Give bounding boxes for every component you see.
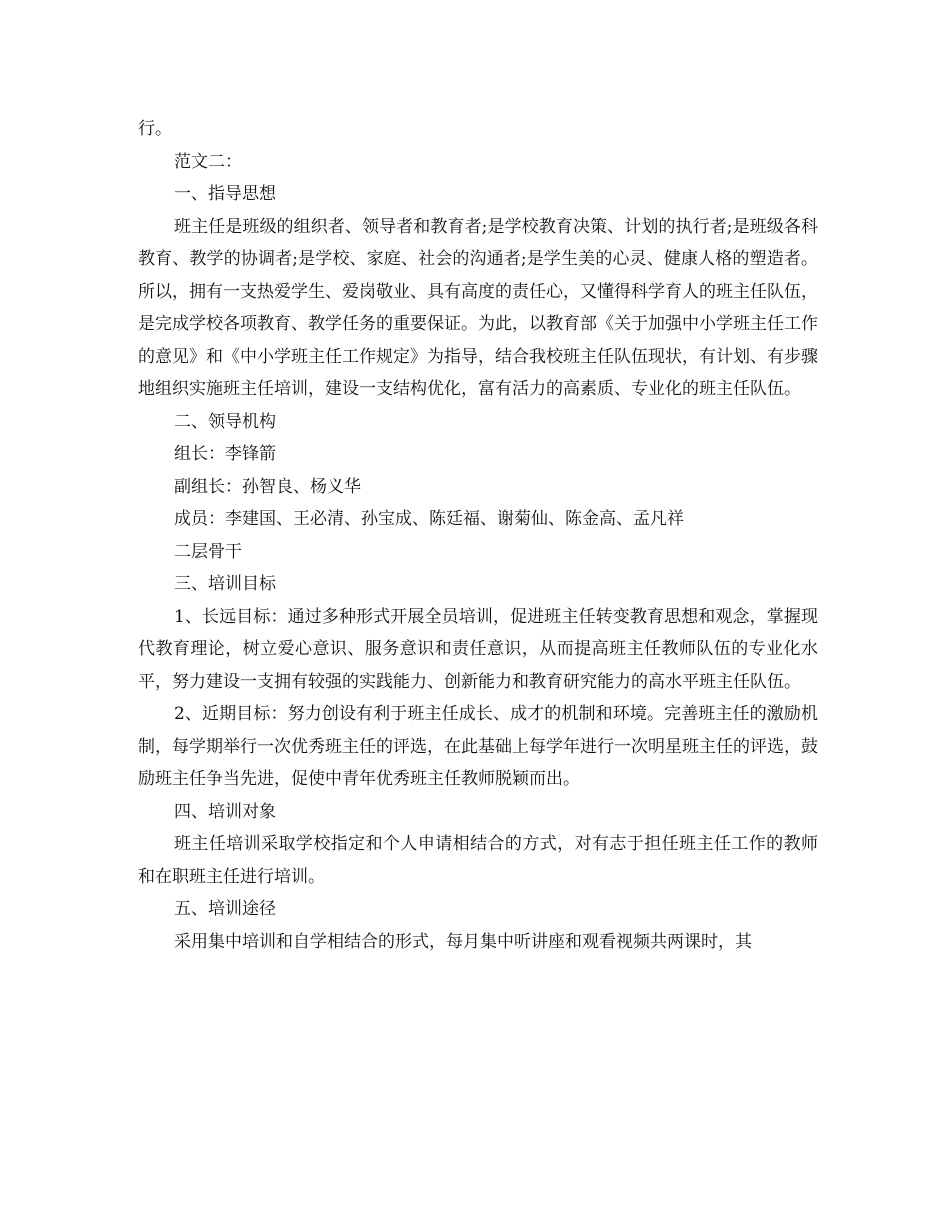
second-tier-line: 二层骨干 [174,541,242,562]
leader-line: 组长：李锋箭 [174,444,276,464]
paragraph-training-targets: 班主任培训采取学校指定和个人申请相结合的方式，对有志于担任班主任工作的教师和在职班主任进行培训。 [138,834,818,887]
section-heading-leadership: 二、领导机构 [174,411,276,432]
paragraph-training-methods: 采用集中培训和自学相结合的形式，每月集中听讲座和观看视频共两课时，其 [174,931,752,952]
section-heading-training-methods: 五、培训途径 [174,899,276,919]
paragraph-guiding-ideology: 班主任是班级的组织者、领导者和教育者;是学校教育决策、计划的执行者;是班级各科教育、教学的协调者;是学校、家庭、社会的沟通者;是学生美的心灵、健康人格的塑造者。所以，拥有一支热爱学生、爱岗敬业、具有高度的责任心，又懂得科学育人的班主任队伍，是完成学校各项教育、教学任务的重要保证。为此，以教育部《关于加强中小学班主任工作的意见》和《中小学班主任工作规定》为指导，结合我校班主任队伍现状，有计划、有步骤地组织实施班主任培训，建设一支结构优化，富有活力的高素质、专业化的班主任队伍。 [138,216,818,399]
members-line: 成员：李建国、王必清、孙宝成、陈廷福、谢菊仙、陈金高、孟凡祥 [174,509,684,529]
sample-heading: 范文二： [174,151,242,172]
paragraph-long-term-goal: 1、长远目标：通过多种形式开展全员培训，促进班主任转变教育思想和观念，掌握现代教育理论，树立爱心意识、服务意识和责任意识，从而提高班主任教师队伍的专业化水平，努力建设一支拥有较强的实践能力、创新能力和教育研究能力的高水平班主任队伍。 [138,606,818,692]
paragraph-continuation: 行。 [138,119,172,139]
section-heading-training-goals: 三、培训目标 [174,574,276,594]
section-heading-guiding-ideology: 一、指导思想 [174,184,276,204]
section-heading-training-targets: 四、培训对象 [174,801,276,822]
document-body [138,113,818,958]
paragraph-short-term-goal: 2、近期目标：努力创设有利于班主任成长、成才的机制和环境。完善班主任的激励机制，每学期举行一次优秀班主任的评选，在此基础上每学年进行一次明星班主任的评选，鼓励班主任争当先进，促使中青年优秀班主任教师脱颖而出。 [138,704,818,789]
deputy-leader-line: 副组长：孙智良、杨义华 [174,476,361,497]
